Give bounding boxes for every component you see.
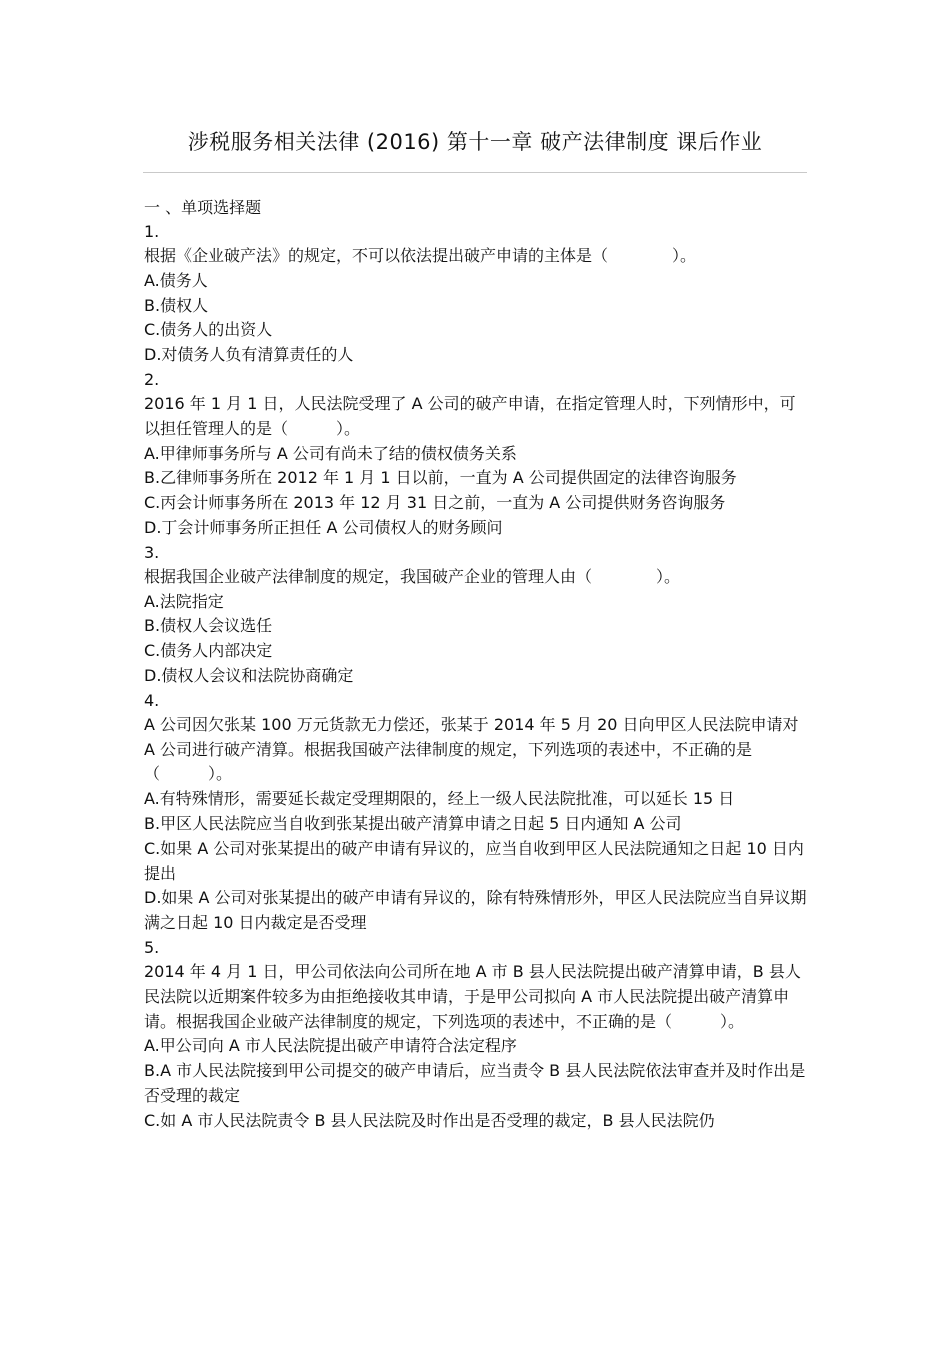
question-stem: 根据我国企业破产法律制度的规定，我国破产企业的管理人由（ ）。 xyxy=(144,566,681,586)
option-c: C.如果 A 公司对张某提出的破产申请有异议的，应当自收到甲区人民法院通知之日起 10 日内提出 xyxy=(144,838,804,883)
option-c: C.丙会计师事务所在 2013 年 12 月 31 日之前，一直为 A 公司提供财务咨询服务 xyxy=(144,493,726,513)
question-number: 4. xyxy=(144,690,160,710)
option-a: A.法院指定 xyxy=(144,591,224,611)
option-d: D.如果 A 公司对张某提出的破产申请有异议的，除有特殊情形外，甲区人民法院应当自异议期满之日起 10 日内裁定是否受理 xyxy=(144,888,807,933)
option-c: C.如 A 市人民法院责令 B 县人民法院及时作出是否受理的裁定，B 县人民法院仍 xyxy=(144,1110,715,1130)
title-divider xyxy=(143,172,807,173)
option-a: A.债务人 xyxy=(144,270,208,290)
question-4 xyxy=(144,689,808,936)
question-stem: 根据《企业破产法》的规定，不可以依法提出破产申请的主体是（ ）。 xyxy=(144,246,697,265)
question-stem: 2016 年 1 月 1 日，人民法院受理了 A 公司的破产申请，在指定管理人时，下列情形中，可以担任管理人的是（ ）。 xyxy=(144,393,796,438)
question-number: 1. xyxy=(144,222,160,241)
question-number: 5. xyxy=(144,937,160,957)
option-b: B.乙律师事务所在 2012 年 1 月 1 日以前，一直为 A 公司提供固定的法律咨询服务 xyxy=(144,468,737,488)
option-d: D.对债务人负有清算责任的人 xyxy=(144,345,354,365)
option-a: A.有特殊情形，需要延长裁定受理期限的，经上一级人民法院批准，可以延长 15 日 xyxy=(144,789,735,809)
option-c: C.债务人内部决定 xyxy=(144,641,273,661)
question-stem: 2014 年 4 月 1 日，甲公司依法向公司所在地 A 市 B 县人民法院提出破产清算申请，B 县人民法院以近期案件较多为由拒绝接收其申请，于是甲公司拟向 A 市人民法院提出破产清算申请。根据我国企业破产法律制度的规定，下列选项的表述中，不正确的是（ ）。 xyxy=(144,961,801,1031)
option-b: B.A 市人民法院接到甲公司提交的破产申请后，应当责令 B 县人民法院依法审查并及时作出是否受理的裁定 xyxy=(144,1061,806,1105)
question-number: 3. xyxy=(144,542,160,562)
option-a: A.甲公司向 A 市人民法院提出破产申请符合法定程序 xyxy=(144,1036,517,1056)
page-title: 涉税服务相关法律 (2016) 第十一章 破产法律制度 课后作业 xyxy=(187,130,763,154)
document-body xyxy=(144,196,808,1134)
option-c: C.债务人的出资人 xyxy=(144,320,273,340)
question-number: 2. xyxy=(144,369,160,389)
question-1 xyxy=(144,220,808,368)
question-2 xyxy=(144,368,808,541)
option-a: A.甲律师事务所与 A 公司有尚未了结的债权债务关系 xyxy=(144,443,517,463)
question-stem: A 公司因欠张某 100 万元货款无力偿还，张某于 2014 年 5 月 20 日向甲区人民法院申请对 A 公司进行破产清算。根据我国破产法律制度的规定，下列选项的表述中，不正确的是（ ）。 xyxy=(144,714,799,784)
option-b: B.甲区人民法院应当自收到张某提出破产清算申请之日起 5 日内通知 A 公司 xyxy=(144,813,682,833)
option-d: D.丁会计师事务所正担任 A 公司债权人的财务顾问 xyxy=(144,517,503,537)
option-d: D.债权人会议和法院协商确定 xyxy=(144,665,354,685)
question-5 xyxy=(144,936,808,1134)
option-b: B.债权人 xyxy=(144,295,209,315)
question-3 xyxy=(144,541,808,689)
option-b: B.债权人会议选任 xyxy=(144,616,273,636)
section-heading: 一 、单项选择题 xyxy=(144,198,262,217)
